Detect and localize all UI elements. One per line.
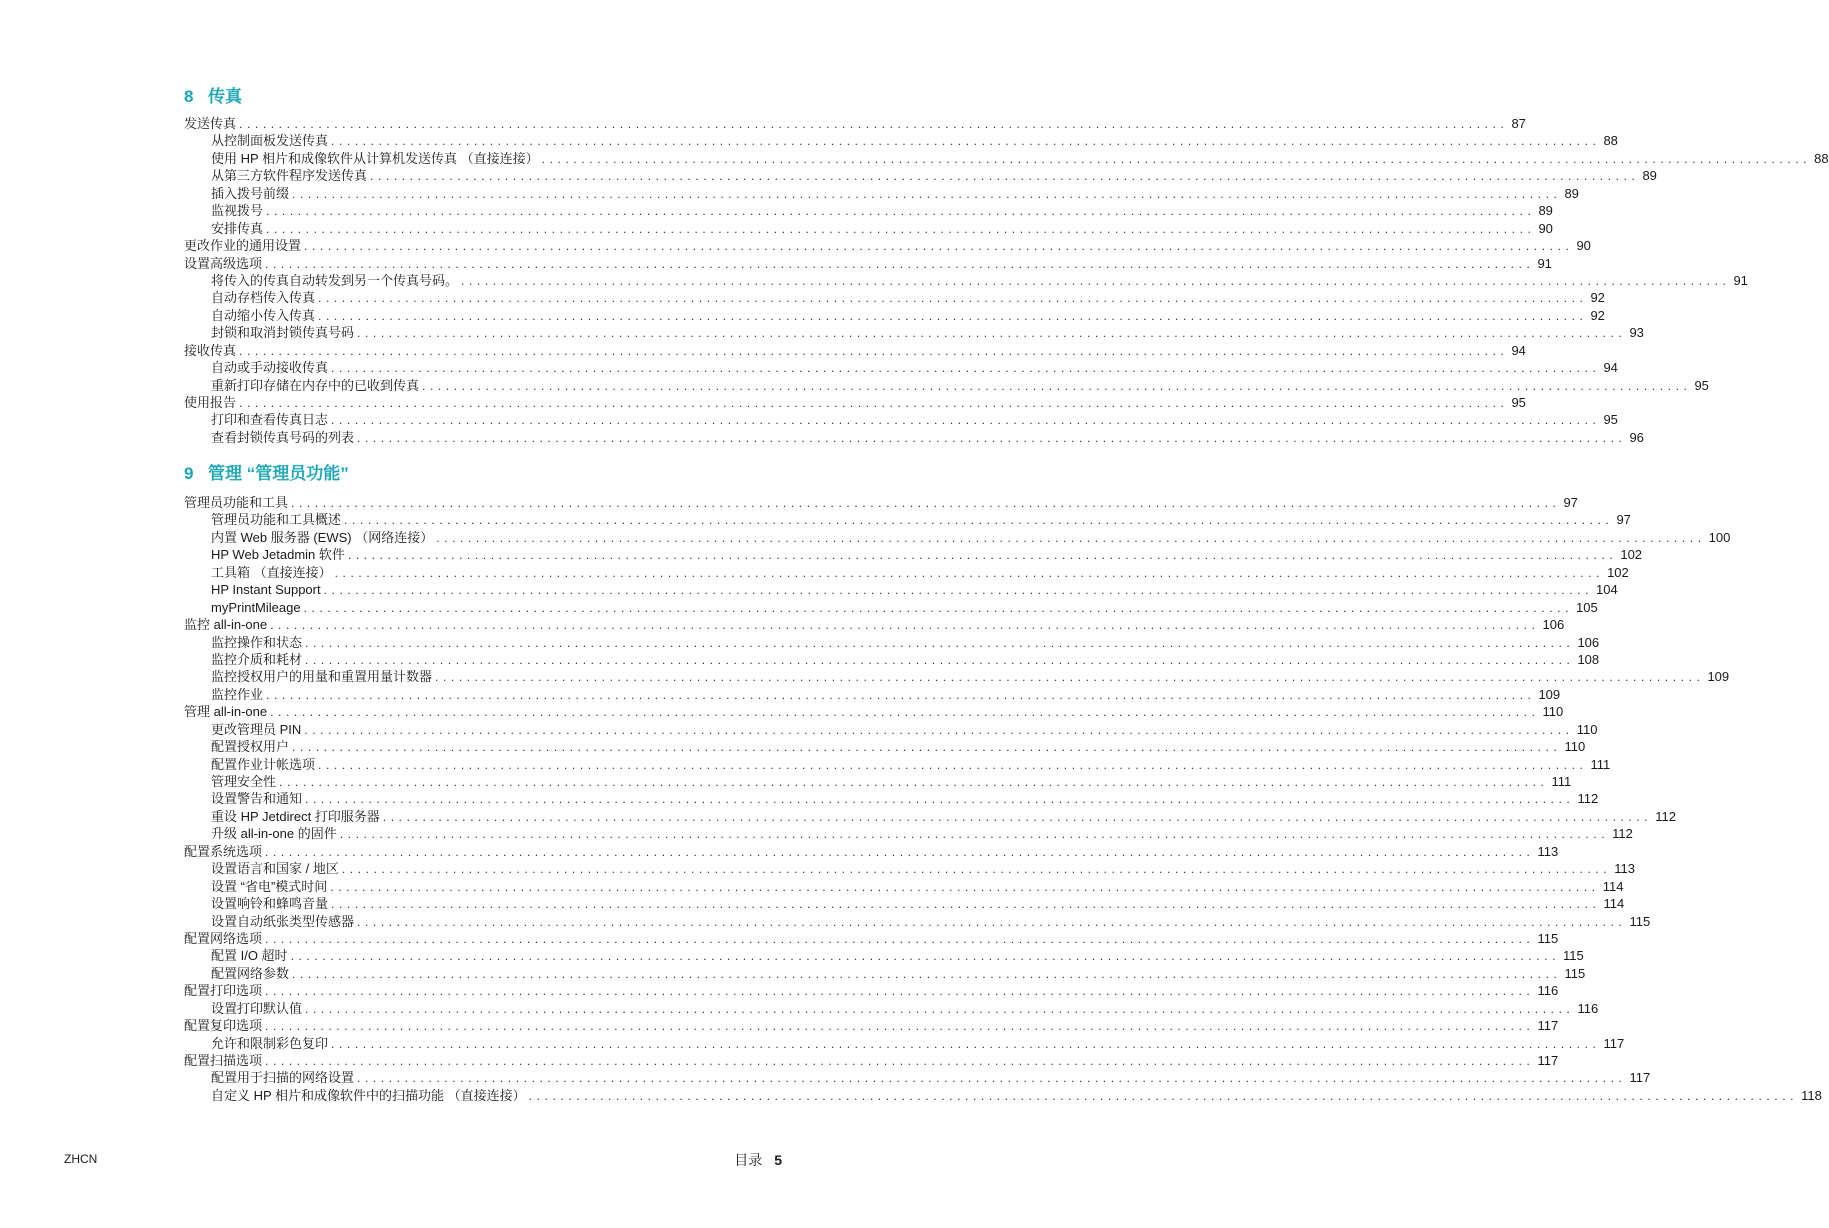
dot-leader: ................................................................................................................................................................ — [270, 618, 1540, 633]
toc-entry[interactable] — [184, 808, 1676, 825]
dot-leader: ................................................................................................................................................................ — [528, 1088, 1799, 1103]
toc-entry-title: 内置 Web 服务器 (EWS) （网络连接） — [211, 529, 434, 545]
toc-entry-page: 111 — [1551, 774, 1572, 789]
dot-leader: ................................................................................................................................................................ — [318, 291, 1588, 306]
toc-entry-page: 110 — [1576, 721, 1598, 737]
dot-leader: ................................................................................................................................................................ — [357, 326, 1627, 341]
toc-entry-title: 配置扫描选项 — [184, 1053, 263, 1068]
toc-entry[interactable] — [184, 1052, 1559, 1069]
toc-entry-page: 91 — [1537, 255, 1552, 271]
footer-page-info — [734, 1150, 782, 1170]
toc-entry-title: 设置高级选项 — [184, 255, 263, 271]
toc-entry-page: 111 — [1590, 756, 1611, 772]
dot-leader: ................................................................................................................................................................ — [266, 221, 1536, 236]
toc-entry-title: 配置系统选项 — [184, 843, 263, 859]
toc-entry-page: 117 — [1629, 1070, 1651, 1086]
toc-entry-title: 设置警告和通知 — [211, 791, 303, 807]
toc-entry[interactable] — [184, 1035, 1625, 1052]
toc-entry[interactable] — [184, 289, 1605, 306]
toc-entry-page: 89 — [1642, 168, 1657, 184]
footer-page-number: 5 — [774, 1152, 782, 1168]
dot-leader: ................................................................................................................................................................ — [239, 117, 1509, 131]
toc-entry[interactable] — [184, 564, 1629, 581]
toc-entry-title: 使用 HP 相片和成像软件从计算机发送传真 （直接连接） — [211, 150, 539, 166]
dot-leader: ................................................................................................................................................................ — [279, 775, 1549, 789]
toc-entry[interactable] — [184, 930, 1559, 947]
toc-entry[interactable] — [184, 167, 1657, 184]
toc-entry[interactable] — [184, 860, 1636, 877]
toc-entry-page: 112 — [1655, 808, 1676, 824]
toc-entry[interactable] — [184, 913, 1651, 930]
toc-entry[interactable] — [184, 429, 1644, 446]
toc-entry-title: 设置响铃和蜂鸣音量 — [211, 896, 329, 912]
toc-entry-page: 95 — [1603, 412, 1618, 428]
dot-leader: ................................................................................................................................................................ — [357, 914, 1627, 929]
toc-entry-title: 自动或手动接收传真 — [211, 360, 329, 376]
toc-entry-title: 插入拨号前缀 — [211, 185, 290, 201]
toc-entry-title: HP Instant Support — [211, 582, 321, 598]
toc-entry-page: 115 — [1564, 965, 1586, 981]
toc-entry-page: 95 — [1694, 377, 1709, 393]
dot-leader: ................................................................................................................................................................ — [331, 1036, 1601, 1051]
toc-entry-title: myPrintMileage — [211, 599, 301, 615]
toc-entry-page: 113 — [1614, 861, 1636, 877]
toc-entry-page: 117 — [1537, 1053, 1559, 1068]
toc-entry-title: 配置复印选项 — [184, 1018, 263, 1034]
dot-leader: ................................................................................................................................................................ — [331, 413, 1601, 428]
toc-entry-title: 自定义 HP 相片和成像软件中的扫描功能 （直接连接） — [211, 1087, 526, 1103]
toc-entry[interactable] — [184, 651, 1600, 668]
dot-leader: ................................................................................................................................................................ — [382, 809, 1653, 824]
toc-entry[interactable] — [184, 359, 1618, 376]
toc-entry-title: 查看封锁传真号码的列表 — [211, 429, 355, 445]
toc-entry[interactable] — [184, 411, 1618, 428]
dot-leader: ................................................................................................................................................................ — [239, 396, 1509, 410]
toc-entry[interactable] — [184, 1000, 1599, 1017]
dot-leader: ................................................................................................................................................................ — [305, 652, 1575, 667]
toc-entry[interactable] — [184, 272, 1748, 289]
toc-entry[interactable] — [184, 546, 1643, 563]
dot-leader: ................................................................................................................................................................ — [370, 169, 1640, 184]
toc-entry-page: 113 — [1537, 843, 1559, 859]
toc-entry[interactable] — [184, 307, 1605, 324]
toc-entry-title: 管理员功能和工具概述 — [211, 512, 342, 528]
toc-entry-title: 设置打印默认值 — [211, 1000, 303, 1016]
toc-entry-page: 108 — [1577, 651, 1600, 667]
toc-entry-page: 112 — [1612, 826, 1633, 842]
toc-entry-page: 87 — [1511, 116, 1526, 131]
toc-entry[interactable] — [184, 668, 1730, 685]
dot-leader: ................................................................................................................................................................ — [305, 1001, 1575, 1016]
dot-leader: ................................................................................................................................................................ — [290, 949, 1560, 964]
dot-leader: ................................................................................................................................................................ — [305, 792, 1575, 807]
toc-entry-title: 更改管理员 PIN — [211, 721, 302, 737]
toc-entry-page: 90 — [1538, 220, 1553, 236]
toc-entry[interactable] — [184, 377, 1709, 394]
toc-entry[interactable] — [184, 616, 1565, 633]
toc-entry-title: 配置用于扫描的网络设置 — [211, 1070, 355, 1086]
toc-entry[interactable] — [184, 634, 1600, 651]
footer-section: 目录 — [734, 1152, 763, 1168]
toc-entry-title: 使用报告 — [184, 395, 237, 410]
toc-entry-page: 117 — [1603, 1035, 1625, 1051]
toc-entry[interactable] — [184, 202, 1553, 219]
dot-leader: ................................................................................................................................................................ — [357, 1071, 1627, 1086]
dot-leader: ................................................................................................................................................................ — [461, 273, 1731, 288]
toc-entry-title: 自动存档传入传真 — [211, 290, 316, 306]
dot-leader: ................................................................................................................................................................ — [304, 722, 1574, 737]
toc-entry[interactable] — [184, 529, 1731, 546]
toc-entry-page: 102 — [1607, 564, 1629, 580]
toc-entry-title: 发送传真 — [184, 116, 237, 131]
chapter-9-heading — [184, 464, 349, 484]
toc-entry-title: 将传入的传真自动转发到另一个传真号码。 — [211, 272, 459, 288]
chapter-8-toc — [184, 115, 1829, 446]
toc-entry-title: 管理员功能和工具 — [184, 495, 289, 510]
dot-leader: ................................................................................................................................................................ — [304, 239, 1574, 254]
toc-entry[interactable] — [184, 599, 1598, 616]
toc-entry-title: 重设 HP Jetdirect 打印服务器 — [211, 808, 380, 824]
toc-entry[interactable] — [184, 115, 1526, 132]
toc-entry-title: 监控 all-in-one — [184, 617, 268, 633]
toc-entry[interactable] — [184, 1017, 1559, 1034]
dot-leader: ................................................................................................................................................................ — [266, 204, 1536, 219]
toc-entry-title: 接收传真 — [184, 342, 237, 358]
toc-entry[interactable] — [184, 185, 1579, 202]
toc-entry-page: 97 — [1616, 512, 1631, 528]
toc-entry-page: 90 — [1576, 238, 1591, 254]
dot-leader: ................................................................................................................................................................ — [357, 430, 1627, 445]
toc-entry-page: 117 — [1537, 1018, 1559, 1034]
chapter-title: 传真 — [208, 87, 242, 106]
toc-entry-page: 96 — [1629, 429, 1644, 445]
toc-entry-page: 93 — [1629, 325, 1644, 341]
dot-leader: ................................................................................................................................................................ — [266, 687, 1536, 702]
toc-entry-page: 94 — [1511, 342, 1526, 358]
dot-leader: ................................................................................................................................................................ — [541, 151, 1812, 166]
toc-entry[interactable] — [184, 1087, 1822, 1104]
dot-leader: ................................................................................................................................................................ — [291, 496, 1561, 510]
toc-entry[interactable] — [184, 703, 1564, 720]
toc-entry-title: 配置打印选项 — [184, 983, 263, 999]
dot-leader: ................................................................................................................................................................ — [305, 635, 1575, 650]
dot-leader: ................................................................................................................................................................ — [270, 705, 1540, 720]
chapter-number: 9 — [184, 464, 194, 483]
dot-leader: ................................................................................................................................................................ — [292, 966, 1562, 981]
toc-entry[interactable] — [184, 1069, 1651, 1086]
toc-entry-page: 88 — [1814, 150, 1829, 166]
toc-entry[interactable] — [184, 773, 1572, 790]
toc-entry-title: 设置语言和国家 / 地区 — [211, 861, 339, 877]
toc-entry[interactable] — [184, 324, 1644, 341]
dot-leader: ................................................................................................................................................................ — [292, 740, 1562, 755]
dot-leader: ................................................................................................................................................................ — [265, 844, 1535, 859]
toc-entry-title: 设置自动纸张类型传感器 — [211, 913, 355, 929]
toc-entry[interactable] — [184, 825, 1633, 842]
toc-entry-page: 97 — [1563, 495, 1578, 510]
toc-entry-page: 109 — [1538, 686, 1561, 702]
toc-entry[interactable] — [184, 511, 1631, 528]
toc-entry[interactable] — [184, 132, 1618, 149]
toc-entry-page: 95 — [1511, 395, 1526, 410]
toc-entry-title: 安排传真 — [211, 220, 264, 236]
toc-entry-page: 100 — [1708, 529, 1731, 545]
toc-entry-page: 115 — [1563, 948, 1584, 964]
toc-entry[interactable] — [184, 895, 1625, 912]
toc-entry-page: 116 — [1537, 983, 1559, 999]
toc-entry[interactable] — [184, 738, 1586, 755]
toc-entry-title: 从第三方软件程序发送传真 — [211, 168, 368, 184]
toc-entry-page: 106 — [1577, 634, 1600, 650]
dot-leader: ................................................................................................................................................................ — [265, 1054, 1535, 1068]
toc-entry-title: 封锁和取消封锁传真号码 — [211, 325, 355, 341]
toc-entry[interactable] — [184, 581, 1618, 598]
toc-entry-title: 允许和限制彩色复印 — [211, 1035, 329, 1051]
dot-leader: ................................................................................................................................................................ — [323, 583, 1594, 598]
toc-entry-page: 88 — [1603, 133, 1618, 149]
toc-entry[interactable] — [184, 220, 1553, 237]
toc-entry-title: 更改作业的通用设置 — [184, 238, 302, 254]
toc-entry-page: 115 — [1629, 913, 1651, 929]
dot-leader: ................................................................................................................................................................ — [318, 308, 1588, 323]
toc-entry-title: 监控授权用户的用量和重置用量计数器 — [211, 669, 433, 685]
chapter-9-toc — [184, 494, 1822, 1104]
dot-leader: ................................................................................................................................................................ — [331, 897, 1601, 912]
toc-entry-page: 109 — [1707, 669, 1730, 685]
toc-entry-page: 105 — [1576, 599, 1598, 615]
dot-leader: ................................................................................................................................................................ — [339, 827, 1610, 842]
toc-entry-title: 自动缩小传入传真 — [211, 307, 316, 323]
toc-entry[interactable] — [184, 342, 1526, 359]
dot-leader: ................................................................................................................................................................ — [331, 361, 1601, 376]
toc-entry-page: 114 — [1603, 896, 1625, 912]
toc-entry-title: 设置 “省电”模式时间 — [211, 878, 328, 894]
toc-entry-page: 92 — [1590, 307, 1605, 323]
toc-entry-page: 91 — [1733, 272, 1748, 288]
toc-entry-title: 配置 I/O 超时 — [211, 948, 288, 964]
toc-entry[interactable] — [184, 982, 1559, 999]
toc-entry-page: 112 — [1577, 791, 1599, 807]
toc-entry-title: 监视拨号 — [211, 203, 264, 219]
toc-entry[interactable] — [184, 965, 1586, 982]
toc-entry-page: 110 — [1542, 704, 1564, 720]
toc-entry[interactable] — [184, 255, 1552, 272]
dot-leader: ................................................................................................................................................................ — [265, 1019, 1535, 1034]
dot-leader: ................................................................................................................................................................ — [265, 931, 1535, 946]
toc-entry-page: 89 — [1564, 185, 1579, 201]
toc-entry-page: 110 — [1564, 739, 1586, 755]
toc-entry-title: 重新打印存储在内存中的已收到传真 — [211, 377, 420, 393]
dot-leader: ................................................................................................................................................................ — [318, 757, 1588, 772]
toc-entry-title: 管理 all-in-one — [184, 704, 268, 720]
dot-leader: ................................................................................................................................................................ — [303, 600, 1574, 615]
toc-entry-page: 118 — [1801, 1087, 1822, 1103]
dot-leader: ................................................................................................................................................................ — [347, 548, 1618, 563]
toc-entry-title: 管理安全性 — [211, 774, 277, 789]
toc-entry-title: 工具箱 （直接连接） — [211, 564, 332, 580]
toc-entry-title: 配置作业计帐选项 — [211, 756, 316, 772]
toc-entry-title: 从控制面板发送传真 — [211, 133, 329, 149]
toc-entry-title: 配置授权用户 — [211, 739, 290, 755]
toc-entry-title: 监控作业 — [211, 686, 264, 702]
toc-entry-page: 106 — [1542, 617, 1565, 633]
dot-leader: ................................................................................................................................................................ — [292, 186, 1562, 201]
dot-leader: ................................................................................................................................................................ — [334, 565, 1605, 580]
toc-entry[interactable] — [184, 947, 1584, 964]
dot-leader: ................................................................................................................................................................ — [265, 984, 1535, 999]
toc-entry-title: 打印和查看传真日志 — [211, 412, 329, 428]
toc-entry[interactable] — [184, 686, 1561, 703]
toc-entry[interactable] — [184, 237, 1591, 254]
toc-entry[interactable] — [184, 790, 1599, 807]
toc-entry-title: 配置网络参数 — [211, 965, 290, 981]
chapter-number: 8 — [184, 87, 194, 106]
toc-entry-title: 监控操作和状态 — [211, 634, 303, 650]
toc-entry[interactable] — [184, 150, 1829, 167]
toc-entry-page: 94 — [1603, 360, 1618, 376]
dot-leader: ................................................................................................................................................................ — [341, 862, 1612, 877]
toc-entry[interactable] — [184, 843, 1559, 860]
toc-entry-title: 监控介质和耗材 — [211, 651, 303, 667]
toc-entry-page: 115 — [1537, 930, 1559, 946]
toc-entry-page: 116 — [1577, 1000, 1599, 1016]
toc-entry-title: HP Web Jetadmin 软件 — [211, 547, 345, 563]
chapter-title: 管理 “管理员功能” — [208, 464, 349, 483]
toc-entry[interactable] — [184, 394, 1526, 411]
chapter-8-heading — [184, 87, 242, 107]
toc-entry[interactable] — [184, 756, 1611, 773]
footer-locale: ZHCN — [64, 1152, 98, 1166]
toc-entry[interactable] — [184, 878, 1624, 895]
dot-leader: ................................................................................................................................................................ — [344, 513, 1614, 528]
toc-entry-page: 102 — [1620, 547, 1643, 563]
toc-entry-page: 104 — [1596, 582, 1618, 598]
toc-entry-title: 配置网络选项 — [184, 930, 263, 946]
toc-entry-page: 114 — [1602, 878, 1624, 894]
dot-leader: ................................................................................................................................................................ — [265, 256, 1535, 271]
dot-leader: ................................................................................................................................................................ — [436, 530, 1706, 545]
dot-leader: ................................................................................................................................................................ — [239, 343, 1509, 358]
toc-entry-page: 92 — [1590, 290, 1605, 306]
toc-entry-page: 89 — [1538, 203, 1553, 219]
dot-leader: ................................................................................................................................................................ — [330, 879, 1600, 894]
toc-entry[interactable] — [184, 494, 1578, 511]
dot-leader: ................................................................................................................................................................ — [435, 670, 1705, 685]
toc-entry-title: 升级 all-in-one 的固件 — [211, 826, 337, 842]
toc-entry[interactable] — [184, 721, 1598, 738]
dot-leader: ................................................................................................................................................................ — [331, 134, 1601, 149]
dot-leader: ................................................................................................................................................................ — [422, 378, 1692, 393]
